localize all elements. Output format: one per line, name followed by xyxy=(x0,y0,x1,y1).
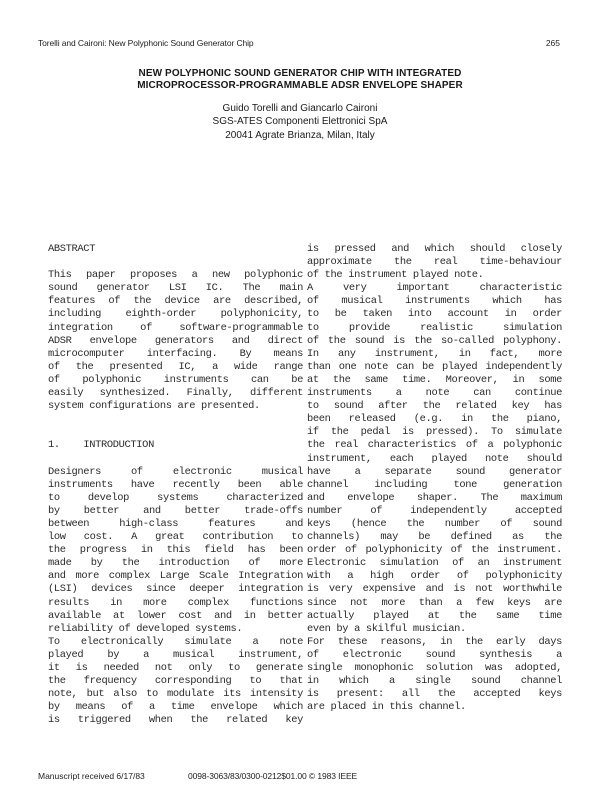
text-line: available at lower cost and in better xyxy=(48,609,303,622)
text-line: order of polyphonicity of the instrument. xyxy=(307,544,562,557)
title-line-2: MICROPROCESSOR-PROGRAMMABLE ADSR ENVELOPE SHAPER xyxy=(137,80,463,91)
text-line: In any instrument, in fact, more xyxy=(307,347,562,360)
text-line: the frequency corresponding to that xyxy=(48,675,303,688)
paper-title xyxy=(0,68,600,92)
text-line: channels) may be defined as the xyxy=(307,531,562,544)
text-line: is very expensive and is not worthwhile xyxy=(307,583,562,596)
text-line: To electronically simulate a note xyxy=(48,635,303,648)
text-line: Designers of electronic musical xyxy=(48,465,303,478)
text-line: to be taken into account in order xyxy=(307,308,562,321)
text-line: note, but also to modulate its intensity xyxy=(48,688,303,701)
text-line: instruments a note can continue xyxy=(307,387,562,400)
text-line: low cost. A great contribution to xyxy=(48,531,303,544)
section-number: 1. xyxy=(48,439,60,452)
text-line: integration of software-programmable xyxy=(48,321,303,334)
introduction-heading xyxy=(48,439,303,452)
left-column xyxy=(48,243,303,727)
text-line: at the same time. Moreover, in some xyxy=(307,373,562,386)
text-line: if the pedal is pressed). To simulate xyxy=(307,426,562,439)
abstract-heading: ABSTRACT xyxy=(48,243,96,255)
text-line: between high-class features and xyxy=(48,517,303,530)
author-address: 20041 Agrate Brianza, Milan, Italy xyxy=(225,129,375,141)
text-line: to provide realistic simulation xyxy=(307,321,562,334)
text-line: have a separate sound generator xyxy=(307,465,562,478)
text-line: ADSR envelope generators and direct xyxy=(48,334,303,347)
text-line: instrument, each played note should xyxy=(307,452,562,465)
text-line: is pressed and which should closely xyxy=(307,243,562,255)
title-line-1: NEW POLYPHONIC SOUND GENERATOR CHIP WITH INTEGRATED xyxy=(138,68,462,79)
text-line: with a high order of polyphonicity xyxy=(307,570,562,583)
text-line: to develop systems characterized xyxy=(48,491,303,504)
text-line: played by a musical instrument, xyxy=(48,648,303,661)
text-line: single monophonic solution was adopted, xyxy=(307,662,562,674)
manuscript-received: Manuscript received 6/17/83 xyxy=(38,771,145,781)
text-line: the progress in this field has been xyxy=(48,544,303,557)
text-line: even by a skilful musician. xyxy=(307,622,466,635)
text-line: keys (hence the number of sound xyxy=(307,517,562,530)
text-line: since not more than a few keys are xyxy=(307,596,562,609)
text-line: and more complex Large Scale Integration xyxy=(48,570,303,583)
text-line: it is needed not only to generate xyxy=(48,662,303,674)
author-names: Guido Torelli and Giancarlo Caironi xyxy=(222,103,378,114)
text-line: Electronic simulation of an instrument xyxy=(307,557,562,570)
text-line: is present: all the accepted keys xyxy=(307,688,562,701)
text-line: features of the device are described, xyxy=(48,295,303,308)
text-line: of musical instruments which has xyxy=(307,295,562,308)
abstract-body xyxy=(48,269,303,413)
text-line: by better and better trade-offs xyxy=(48,504,303,517)
running-head: Torelli and Caironi: New Polyphonic Sound Generator Chip xyxy=(38,38,254,48)
text-line: and envelope shaper. The maximum xyxy=(307,491,562,504)
author-block xyxy=(0,102,600,142)
text-line: channel including tone generation xyxy=(307,478,562,491)
text-line: of polyphonic instruments can be xyxy=(48,373,303,386)
text-line: reliability of developed systems. xyxy=(48,622,243,635)
right-column-body xyxy=(307,243,562,714)
text-line: of the presented IC, a wide range xyxy=(48,360,303,373)
text-line: A very important characteristic xyxy=(307,282,562,295)
text-line: is triggered when the related key xyxy=(48,714,303,727)
text-line: approximate the real time-behaviour xyxy=(307,256,562,269)
text-line: number of independently accepted xyxy=(307,504,562,517)
text-line: instruments have recently been able xyxy=(48,478,303,491)
introduction-body xyxy=(48,466,303,728)
text-line: sound generator LSI IC. The main xyxy=(48,282,303,295)
author-affiliation: SGS-ATES Componenti Elettronici SpA xyxy=(212,116,388,128)
text-line: than one note can be played independently xyxy=(307,360,562,373)
text-line: made by the introduction of more xyxy=(48,557,303,570)
text-line: including eighth-order polyphonicity, xyxy=(48,308,303,321)
text-line: of the sound is the so-called polyphony. xyxy=(307,334,562,347)
text-line: actually played at the same time xyxy=(307,609,562,622)
text-line: in which a single sound channel xyxy=(307,675,562,688)
copyright-line: 0098-3063/83/0300-0212$01.00 © 1983 IEEE xyxy=(188,771,358,781)
text-line: easily synthesized. Finally, different xyxy=(48,387,303,400)
text-line: by means of a time envelope which xyxy=(48,701,303,714)
text-line: to sound after the related key has xyxy=(307,400,562,413)
text-line: of electronic sound synthesis a xyxy=(307,648,562,661)
text-line: microcomputer interfacing. By means xyxy=(48,347,303,360)
text-line: system configurations are presented. xyxy=(48,400,260,413)
text-line: This paper proposes a new polyphonic xyxy=(48,269,303,282)
text-line: results in more complex functions xyxy=(48,596,303,609)
right-column xyxy=(307,243,562,714)
text-line: are placed in this channel. xyxy=(307,701,466,714)
section-title: INTRODUCTION xyxy=(83,439,154,452)
text-line: the real characteristics of a polyphonic xyxy=(307,439,562,452)
text-line: (LSI) devices since deeper integration xyxy=(48,583,303,596)
text-line: For these reasons, in the early days xyxy=(307,635,562,648)
page-number: 265 xyxy=(545,38,560,48)
text-line: been released (e.g. in the piano, xyxy=(307,413,562,426)
text-line: of the instrument played note. xyxy=(307,269,484,282)
